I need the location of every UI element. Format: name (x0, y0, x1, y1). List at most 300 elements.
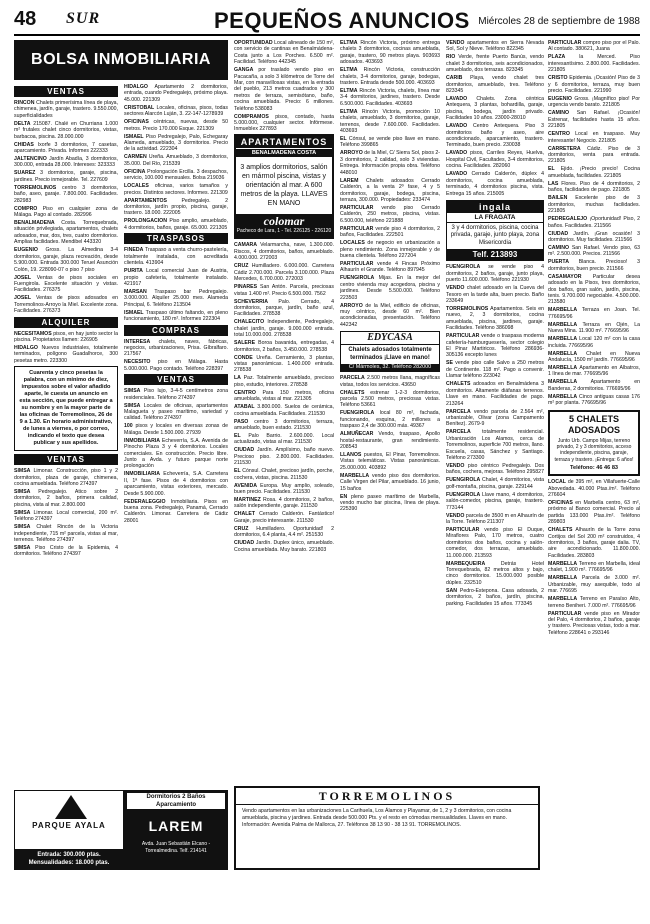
classified-ad (124, 339, 228, 358)
ad-text: Cerrado Calderón. Fantástico! Garaje, precio interesante. 211530 (234, 511, 334, 524)
ad-lead-word: PARTICULAR (340, 260, 374, 267)
classified-ad (14, 170, 118, 183)
classified-ad (340, 375, 440, 388)
ad-text: Vendo, traspaso, Apollo hostal-restaurante, gran rendimiento. 208543 (340, 431, 440, 451)
ad-text: Humilladero. Oportunidad! 2 dormitorios, 6.4 planta, 4.4 m². 251530 (234, 525, 334, 539)
classified-ad (340, 410, 440, 429)
ad-lead-word: ELTMA (340, 108, 358, 115)
apartamentos-display-ad (234, 134, 334, 239)
classified-ad (14, 345, 118, 364)
parque-ayala-info: Entrada: 300.000 ptas. Mensualidades: 18.000 ptas. (15, 849, 123, 869)
classified-ad (446, 588, 544, 607)
ad-text: Apartamento en Albatros, 1 línea de mar. 776695/96 (548, 364, 640, 378)
ad-lead-word: FEDERALEGGIO (124, 498, 166, 505)
ad-lead-word: CHALETS (548, 527, 573, 534)
ad-text: local 80 m², fachada, funcionando, esquina, 2 millones a traspaso 2,4 de 300.000 más. 49367 (340, 410, 440, 430)
ad-lead-word: CAMINO (548, 110, 570, 117)
classified-ad (548, 216, 640, 229)
ad-text: puestos, El Pinar, Torremolinos. Vistas telemáticas. Vistas panorámicas. 25.000.000. 403892 (340, 452, 440, 471)
column-3 (234, 40, 334, 780)
classified-ad (234, 526, 334, 539)
ad-lead-word: CONDE (234, 354, 253, 361)
ad-lead-word: SIMSA (14, 545, 31, 551)
ad-text: Traspaso último faltando, en pleno funcionamiento, 180 m². Informes 222304 (124, 309, 228, 323)
classified-ad (124, 268, 228, 287)
classified-ad (124, 105, 228, 118)
section-ventas-3: VENTAS (124, 374, 228, 385)
classified-ad (340, 473, 440, 492)
page-number: 48 (14, 8, 37, 30)
ad-lead-word: FUENGIROLA (446, 264, 481, 271)
ad-lead-word: MARBELLA (340, 472, 370, 479)
classified-ad (234, 299, 334, 318)
ad-lead-word: SIMSA (124, 402, 141, 409)
bolsa-title: BOLSA INMOBILIARIA (14, 40, 228, 80)
ad-lead-word: EL (234, 468, 241, 475)
ad-text: Gross. La Almedina 3-4 dormitorios, garaje, plaza recreación, desde 5.900.000. Entrada 300.000 Teruel Asunción Colón, 19. 228090-07 o piso 7 piso (14, 247, 118, 273)
ad-lead-word: PLAZA (548, 54, 566, 61)
ad-lead-word: LAREM (340, 177, 359, 184)
ad-text: Chalet, 4 dormitorios, vista golf-montaña, piscina, garaje. 229144 (446, 477, 544, 490)
ad-lead-word: FUENGIROLA (446, 477, 481, 484)
ad-text: Alhaurín de la Torre zona Cortijos del Sol 200 m² construidos, 4 dormitorios, 3 baños, garaje dalia. TV, aire acondicionado. 11.800.000. Facilidades. 283803 (548, 527, 640, 559)
ad-text: Prolongación Ercilla. 3 despachos, servicio, 100.000 mensuales. Bolsa 219036 (124, 168, 228, 182)
classified-ad (446, 40, 544, 53)
ad-lead-word: NECESITAMOS (14, 330, 52, 337)
ads-traspasos-list (124, 247, 228, 322)
ad-text: Paz. Totalmente amueblado, precioso piso, estudio, interiores. 278538 (234, 375, 334, 388)
ad-text: 3 dormitorios, garaje, piscina, jardines. Precio inmejorable. Tel. 227609 (14, 170, 118, 183)
ad-lead-word: SIMSA (14, 509, 31, 516)
ad-lead-word: APARTAMENTOS (124, 197, 167, 204)
ad-lead-word: PARCELA (340, 375, 365, 382)
ad-text: Local 120 m² con la casa incluida. 776695/96 (548, 336, 640, 349)
ad-lead-word: LAVADO (446, 96, 468, 103)
ad-lead-word: MARBELLA (548, 307, 578, 314)
classified-ad (340, 303, 440, 329)
ad-text: totalmente residencial. Urbanización Los Alamos, cerca de Torremolinos, superficie 700 metros, llano. Escuela, casas, Sánchez y Santiago. Teléfono 273300 (446, 429, 544, 461)
ad-text: Ixorfe 3 dormitorios, 7 casetas, aparcamiento. Privada. Informes 222333 (14, 141, 118, 155)
ad-lead-word: MARBELLA (548, 379, 578, 386)
classified-ad (340, 226, 440, 239)
ad-text: Playa, vendo chalet tres dormitorios, amueblado, tres. Teléfono 823345 (446, 75, 544, 95)
ad-lead-word: ATABAL (234, 404, 255, 411)
ad-text: Para 150 metros, oficina amueblada, vistas al mar. 221305 (234, 389, 334, 403)
page-header (14, 6, 640, 36)
ad-lead-word: LOCAL (548, 479, 566, 486)
ads-col3-list (234, 242, 334, 553)
classified-ad (124, 289, 228, 308)
ad-lead-word: CIUDAD (548, 230, 569, 237)
classified-ad (340, 136, 440, 149)
ad-lead-word: CHIDAS (14, 141, 34, 148)
ad-lead-word: MARBELLA (548, 350, 578, 357)
column-1 (14, 84, 118, 864)
ad-text: vendo parcela de 2.564 m², urbanizable, Olivar (zona Campamento Benítez). 2679-9 (446, 408, 544, 428)
classified-ad (234, 390, 334, 403)
classified-ad (548, 611, 640, 637)
ad-lead-word: VENDO (446, 285, 465, 292)
ad-lead-word: PARTICULAR (548, 610, 582, 617)
classified-ad (548, 561, 640, 574)
classified-ad (446, 171, 544, 197)
ad-lead-word: PEDREGALEJO (548, 216, 588, 223)
ad-text: piso céntrico Pedregalejo. Dos baños, cochera, mejoras. Teléfono 295827 (446, 462, 544, 476)
column-6 (548, 40, 640, 916)
ad-lead-word: SUAREZ (14, 170, 36, 177)
classified-ad (548, 146, 640, 165)
classified-ad (234, 540, 334, 553)
chalets-title: 5 CHALETS ADOSADOS (567, 413, 620, 435)
ad-text: céntricas, nuevas, desde 50 metros. Precio 170.000 Esque. 221309 (124, 119, 228, 132)
ad-lead-word: VENDO (446, 40, 465, 46)
ad-lead-word: LLANOS (340, 452, 362, 459)
ad-text: adosados en Benalmádena 3 dormitorios. Altamente diáfanas terrenos. Llave en mano. Facilidades de pago. 213264 (446, 381, 544, 407)
classified-ad (14, 545, 118, 558)
classified-ad (124, 218, 228, 231)
classified-ad (446, 513, 544, 526)
ad-lead-word: CHALET (234, 511, 256, 518)
ads-compras-list (124, 339, 228, 373)
house-icon (55, 795, 87, 819)
classified-ad (548, 54, 640, 73)
classified-ad (548, 394, 640, 407)
ad-text: ¡Oportunidad! Piso, 2 baños. Facilidades. 211566 (548, 216, 640, 229)
colomar-logo: colomar (236, 214, 332, 228)
ad-lead-word: COMPRO (14, 205, 38, 212)
ad-text: Apartamentos. Seis en nuevo, 2, 3 dormitorios, cocina amueblada, piscina, jardines, garaje. Facilidades. Teléfono 386098 (446, 306, 544, 332)
ingala-text: 3 y 4 dormitorios, piscina, cocina privada, garaje, junto playa, zona Misericordia (450, 224, 540, 246)
ad-lead-word: INMOBILIARIA (124, 437, 161, 444)
ad-lead-word: EUGENIO (14, 247, 38, 254)
ad-text: de negocio en urbanización a pleno rendimiento. Zona inmejorable y de buena clientela. Teléfono 227204 (340, 240, 440, 259)
classified-ad (340, 240, 440, 259)
ad-text: Terreno en Paraíso Alto, terreno Beniheri. 7.000 m². 776695/96 (548, 596, 640, 609)
ad-lead-word: OPORTUNIDAD (234, 40, 273, 46)
ad-text: centro 3 dormitorios, baño, aseo, garaje. 7.800.000. Facilidades. 282983 (14, 184, 118, 204)
ad-lead-word: LOCALES (124, 183, 149, 190)
ad-text: Rincón Victoria, construcción chalets, 3-4 dormitorios, garaje, bodegas, trastero. Entrada desde 500.000. 403693 (340, 67, 440, 87)
ad-lead-word: MARBELLA (548, 364, 578, 371)
ad-lead-word: PARTICULAR (340, 225, 374, 232)
classified-ad (234, 447, 334, 466)
ad-text: Traspaso a venta churro-pastelería, totalmente instalada, con acreditada clientela. 413904 (124, 247, 228, 267)
ad-text: 2.500 metros llana, magníficas vistas, todos los servicios. 43650 (340, 375, 440, 388)
ad-text: Rincón Victoria, promoción 10 chalets, amueblado, 3 dormitorios, garaje, terrenos, desde 7.600.000. Facilidades. 403693 (340, 108, 440, 135)
ad-text: Piso amplio, amueblado, 4 dormitorios, baños, garaje. 65.000. 221305 (124, 218, 228, 231)
classified-ad (446, 75, 544, 94)
ad-lead-word: AVENIDA (234, 482, 257, 489)
ad-lead-word: EL (234, 432, 241, 439)
classified-ad (340, 178, 440, 204)
classified-ad (446, 123, 544, 149)
classified-ad (14, 100, 118, 119)
ad-text: Blanca. Precioso! 3 dormitorios, buen precio. 211566 (548, 259, 640, 272)
ad-text: Particular desea adosado en la Pisos, tres dormitorios, dos baños, gran salón, jardín, piscina, tenis. 9.700.000 negociable. 4.500.000. 213580 (548, 273, 640, 306)
ad-lead-word: SCHEVERRIA (234, 298, 269, 305)
ad-text: Ejido. ¡Precio precio! Cocina amueblada, facilidades. 221805 (548, 166, 640, 179)
classified-ad (548, 75, 640, 94)
classified-ad (548, 96, 640, 109)
ad-lead-word: BAILEN (548, 195, 568, 202)
classified-ad (548, 365, 640, 378)
ad-lead-word: MARBEQUEIRA (446, 560, 486, 567)
classified-ad (446, 561, 544, 587)
classified-ad (340, 261, 440, 274)
ad-text: vende piso calle Salvo a 250 metros de Continente. 118 m². Pago a convenir. Llamar teléfono 223042 (446, 360, 544, 380)
classified-ad (548, 527, 640, 559)
ads-col3-top (234, 40, 334, 133)
classified-ad (124, 423, 228, 436)
classified-ad (446, 306, 544, 332)
ad-text: de 395 m², en Villafuerte-Calle Abovedada. 40.000 Ptas./m². Teléfono 276604 (548, 479, 640, 499)
ad-text: de la Miel, C/ Sierra Sol, pisos 2-3 dormitorios, 2 calidad, solo 3 viviendas. Entrega. Información propia obra. Teléfono 448010 (340, 150, 440, 176)
ad-text: Chalets primerísima línea de playa, chimenea, jardín, garaje, trastero. 9.550.000, superficialidades (14, 100, 118, 119)
classified-ad (14, 156, 118, 169)
ad-lead-word: CHALETS (446, 381, 471, 388)
ads-alquiler-list (14, 331, 118, 365)
classified-ad (340, 150, 440, 176)
classified-ad (446, 477, 544, 490)
ad-text: Ventas de pisos adosados en Torremolinos-Arroyo la Miel. Excelente zona. Facilidades. 276373 (14, 295, 118, 315)
ad-lead-word: LAVADO (446, 123, 468, 130)
ads-col4-list-2 (340, 375, 440, 513)
ad-text: Ureña. Cerramiento, 3 plantas, vistas panorámicas. 1.400.000 entrada. 278538 (234, 354, 334, 374)
classified-ad (446, 409, 544, 428)
classified-ad (446, 54, 544, 73)
classified-ad (548, 351, 640, 364)
ad-lead-word: 100 (124, 423, 133, 430)
ad-text: chalet adosado en la Cueva del Tesoro en la tarde alta, buen precio. Baño 233649 (446, 285, 544, 305)
ads-col5-list (446, 40, 544, 197)
classified-ad (548, 575, 640, 594)
classified-ad (234, 40, 334, 66)
classified-ad (14, 275, 118, 294)
torremolinos-display-ad (234, 786, 540, 870)
larem-info: Avda. Juan Sebastián Elcano - Torrealmedina. Telf. 214141 (141, 841, 211, 854)
classified-ad (446, 527, 544, 559)
ad-text: Cónsul. Chalet, precioso jardín, porche, cochera, vistas, piscina. 211530 (234, 468, 334, 481)
ad-text: Llave mano, 4 dormitorios, salón-comedor, piscina, garaje, trastero. 773144 (446, 491, 544, 511)
edycasa-logo: EDYCASA (341, 332, 439, 345)
ad-lead-word: CRUZ (234, 525, 249, 532)
ad-text: Local en traspaso. Muy interesante! Negocio. 221805 (548, 131, 640, 144)
ingala-name: LA FRAGATA (447, 213, 543, 223)
ad-lead-word: ARROYO (340, 302, 363, 309)
ad-lead-word: CARMEN (124, 154, 147, 161)
ad-lead-word: ELTMA (340, 67, 358, 74)
classified-ad (340, 40, 440, 66)
ad-text: Europa. Muy amplio, soleado, buen precio. Facilidades. 211530 (234, 482, 334, 495)
ad-text: Chalet en Nueva Andalucía, 1500 m² jardín. 776695/96 (548, 350, 640, 363)
section-compras: COMPRAS (124, 325, 228, 336)
ad-text: Piso Cristo de la Epidemia, 4 dormitorios. Teléfono 274397 (14, 545, 118, 558)
classified-ad (446, 150, 544, 169)
ad-text: Traspaso bar Pedregalejo. 3.000.000. Alquiler 25.000 mes. Alameda Principal, 6. Teléfono 213504 (124, 288, 228, 308)
classified-ad (446, 285, 544, 304)
classified-ad (234, 404, 334, 417)
classified-ad (446, 360, 544, 379)
column-2 (124, 84, 228, 864)
ad-text: Chalet Rincón de la Victoria independiente, 715 m² parcela, vistas al mar, terrenos. Teléfono 274397 (14, 524, 118, 543)
ad-text: Apartamento en Banderas, 2 dormitorios. 776695/96 (548, 379, 640, 392)
ad-text: centro 3 dormitorios, terraza, amueblado, buen estado. 211530 (234, 418, 334, 431)
classified-ad (340, 109, 440, 135)
ad-text: Epidemia. ¡Ocasión! Piso de 3 y 6 dormitorios, terraza, muy buen precio. Facilidades. 221990 (548, 75, 640, 95)
ad-lead-word: TORREMOLINOS (14, 184, 57, 191)
ad-text: Terraza en Ojén, La Nueva Mina. 11.900 m². 776695/96 (548, 321, 640, 335)
larem-logo: LAREM (148, 818, 204, 834)
ad-text: de la Miel, edificio de oficinas, muy céntrico, desde 60 m². Bien acondicionadas, presentación. Teléfono 442342 (340, 302, 440, 328)
ingala-tel: Telf. 213893 (447, 249, 543, 260)
ad-lead-word: SALERE (234, 340, 256, 347)
ad-text: Chalets. Zona céntrica Antequera, 3 plantas, bohardilla, garaje, piscina, bodega, jardín privado. Facilidades 10 años. 23000-28010 (446, 96, 544, 122)
classified-ad (446, 96, 544, 122)
ad-lead-word: ISMAEL (124, 309, 144, 316)
ads-col6-list (548, 40, 640, 407)
ad-lead-word: CHALECITO (234, 319, 265, 326)
classified-ad (234, 433, 334, 446)
classified-ad (124, 499, 228, 525)
ad-text: Jardín Abadía, 3 dormitorios, 300.000, entrada 28.000. Intereses: 323333 (14, 156, 118, 169)
classified-ad (234, 263, 334, 282)
classified-ad (14, 331, 118, 344)
ad-text: Independiente, Pedregalejo, chalet jardín, garaje. 9.000.000 entrada. total 10.000.000. 278538 (234, 319, 334, 339)
classified-ad (548, 322, 640, 335)
ad-text: chalets, naves, fábricas, negocios, urbanizaciones, Prisa. Gíbralfaro. 217567 (124, 338, 228, 358)
ad-text: la Merced. Piso interesantísimo. 2.800.000. Facilidades. 221805 (548, 54, 640, 74)
ad-lead-word: EL (548, 166, 555, 173)
ad-text: Detrás Hotel Torrequebrada, 82 metros altos y bajo, cinco dormitorios. 15.000.000 posible dúplex. 232510 (446, 560, 544, 586)
ad-lead-word: JALTENCINO (14, 156, 47, 163)
ads-col5-list-2 (446, 264, 544, 607)
ad-lead-word: CHALETS (340, 389, 365, 396)
ad-lead-word: EN (340, 493, 348, 500)
classified-ad (234, 497, 334, 510)
ad-lead-word: TORREMOLINOS (446, 306, 489, 313)
ad-text: 3.800.000. Suelos de cerámica, cocina amueblada. Facilidades. 211530 (234, 404, 334, 417)
ad-lead-word: PROLONGACION (124, 218, 167, 225)
classified-ad (548, 500, 640, 526)
ads-ventas-list-3 (124, 388, 228, 524)
ad-text: pisos, Carriles Reyes, Huelva, Hospital Civil, Facultades, 3-4 dormitorios, cocina. Facilidades. 282060 (446, 150, 544, 170)
ad-text: compro piso por el Palo. Al contado. 380621, Juana (548, 40, 640, 53)
ad-text: Velarmarcha, nave, 1.300.000. Riscos, 4 dormitorios, baños, amueblado. 4.000.000. 272003 (234, 242, 334, 262)
classified-ad (234, 114, 334, 133)
ad-lead-word: PASO (234, 418, 249, 425)
ad-text: Limonar. Local comercial, 200 m². Teléfono 274397 (14, 509, 118, 523)
classified-ad (234, 242, 334, 261)
classified-ad (446, 429, 544, 461)
classified-ad (14, 121, 118, 140)
classified-ad (548, 110, 640, 129)
ad-text: San Rafael. ¡Ocasión! Estrenar, facilidades hasta 15 años. 221805 (548, 110, 640, 130)
apartamentos-address: Pacheco de Lara, 1 - Tel. 226125 - 226120 (236, 228, 332, 237)
ad-text: 215087. Chalé en Churriana 1.000 m² frutales chalet cinco dormitorios, vistas, barbacoa, piscina. 28.000.000 (14, 120, 118, 140)
ad-text: Gross. ¡Magnífico piso! Por urgencia vendo barato. 221805 (548, 96, 640, 109)
ad-text: pleno paseo marítimo de Marbella, vendo mucho bar piscina, línea de playa. 225390 (340, 493, 440, 513)
classified-ad (234, 67, 334, 112)
ad-lead-word: CIUDAD (234, 540, 255, 547)
ad-text: Flores. Piso de 4 dormitorios, 2 baños, facilidades de pago. 221805 (548, 180, 640, 194)
ad-lead-word: FUENGIROLA (340, 410, 375, 417)
ads-ventas-list-2 (14, 468, 118, 558)
ad-text: Parcela de 3.000 m². Urbanizable, muy asequible, todo al mar. 776695 (548, 575, 640, 595)
ad-text: en Marbella centro, 63 m², próximo al Banco comercial. Precio al partida 133.000 Ptas./m². Teléfono 289803 (548, 500, 640, 526)
ad-text: Inmobiliaria. Pisos en buena zona. Pedregalejo, Panamá, Cerrado Calderón. Limonar. Carretera de Cádiz 28001 (124, 498, 228, 524)
classified-ad (14, 220, 118, 246)
classified-ad (234, 483, 334, 496)
ad-lead-word: SIMSA (14, 488, 31, 495)
ad-text: vendo piso dos dormitorios. Calle Virgen del Pilar, amueblado. 16 junio, 15 baños (340, 472, 440, 492)
classified-ad (234, 468, 334, 481)
chalets-display-ad (548, 410, 640, 477)
ad-text: Piso lujo, 3-4-5 centímetros zona residenciales. Teléfono 274397 (124, 388, 228, 401)
ad-text: Cádiz. Piso de 3 dormitorios, venta para entrada. 221805 (548, 145, 640, 165)
classified-ad (234, 355, 334, 374)
classified-ad (234, 419, 334, 432)
ads-col4-list (340, 40, 440, 328)
ad-text: Verde, frente Puerto Banús, vendo chalet 3 dormitorios, seis acondicionados, amueblado, dos terrazas. 823345 (446, 54, 544, 74)
ad-lead-word: MARBELLA (548, 336, 578, 343)
classified-ad (124, 403, 228, 422)
classified-ad (124, 471, 228, 497)
ad-lead-word: SAN (446, 587, 457, 594)
ad-text: Ureña. Amueblado, 3 dormitorios, 35.000. Del Río, 215339 (124, 154, 228, 167)
ad-lead-word: PURITA (124, 268, 143, 275)
classified-ad (124, 154, 228, 167)
ads-ventas-list (14, 100, 118, 315)
classified-ad (446, 492, 544, 511)
section-traspasos: TRASPASOS (124, 233, 228, 244)
ad-lead-word: SE (446, 360, 453, 367)
ad-text: piso en Málaga. Hasta 5.000.000. Pago contado. Teléfono 228397 (124, 359, 228, 372)
ads-col6-list-2 (548, 479, 640, 636)
ad-text: Piso en cualquier zona de Málaga. Pago al contado. 282996 (14, 205, 118, 219)
ad-text: vende 4 Fincas Próximo Alhaurín el Grande. Teléfono 897945 (340, 260, 440, 274)
chalets-tel: Teléfono: 46 46 83 (569, 465, 619, 472)
ad-lead-word: CAMARA (234, 242, 258, 249)
ad-lead-word: PARTICULAR (446, 333, 480, 340)
ad-text: Costa. Torrequebrada, situación privilegiada, apartamentos, chalets adosados, mar, dos, tres, cuatro dormitorios. Amplias facilidades. Mendibel 443320 (14, 220, 118, 246)
ad-text: Nuevos industriales, totalmente terminados, polígono Guadalhorce, 300 pesetas metro. 223300 (14, 344, 118, 364)
classified-ad (14, 295, 118, 314)
ad-lead-word: ELTMA (340, 40, 358, 46)
ad-text: vendo piso El Duque, Miraflores Palo, 170 metros, cuatro dormitorios dos baños, cocina y salón-comedor, dos terrazas, amueblado. 11.000.000. 213593 (446, 526, 544, 559)
classified-ad (340, 452, 440, 471)
tariff-box: Cuarenta y cinco pesetas la palabra, con un mínimo de diez, impuestos sobre el valor añadido aparte, le cuesta un anuncio en esta sección, que puede entregar a su nombre y en la mayor parte de las oficinas de Torremolinos, 26 de 9 a 1.30. En horario administrativo, de lunes a viernes, o por correo, indicando el texto que desea publicar y sus apellidos. (14, 366, 118, 451)
torremolinos-text: Vendo apartamentos en las urbanizaciones La Carihuela, Los Álamos y Playamar, de 1, 2 y 3 dormitorios, con cocina amueblada, piscina y jardines. Entrada desde 500.000 Pts. y el resto en cómodas mensualidades. Llaves en mano. Información: Avenida Palma de Mallorca, 27. Teléfonos 38 13 90 - 38 13 91. TORREMOLINOS. (242, 808, 512, 828)
ad-lead-word: MARBELLA (548, 596, 578, 603)
ad-lead-word: OFICINA (124, 168, 146, 175)
classified-ad (340, 275, 440, 301)
ad-lead-word: LA (234, 375, 241, 382)
ad-lead-word: ARROYO (340, 150, 363, 157)
ad-lead-word: BENALMADENA (14, 220, 55, 227)
classified-ad (234, 284, 334, 297)
ad-lead-word: RIO (446, 54, 456, 61)
classified-ad (234, 375, 334, 388)
classified-ad (124, 388, 228, 401)
ad-lead-word: SIMSA (14, 468, 31, 475)
ad-text: oficinas, varios tamaños y precios. Distintos sectores. Informes. 221309 (124, 183, 228, 196)
ad-lead-word: FINEDA (124, 247, 144, 254)
ad-text: Pedregalejo. Atico sobre 2 dormitorios, 2 baños, primera calidad, piscina, vista al mar. 2.800.000 (14, 488, 118, 508)
ad-lead-word: CAMINO (548, 244, 570, 251)
ad-lead-word: MARSAN (124, 288, 147, 295)
ad-lead-word: JOSEL (14, 274, 32, 281)
ad-lead-word: DELTA (14, 120, 31, 127)
